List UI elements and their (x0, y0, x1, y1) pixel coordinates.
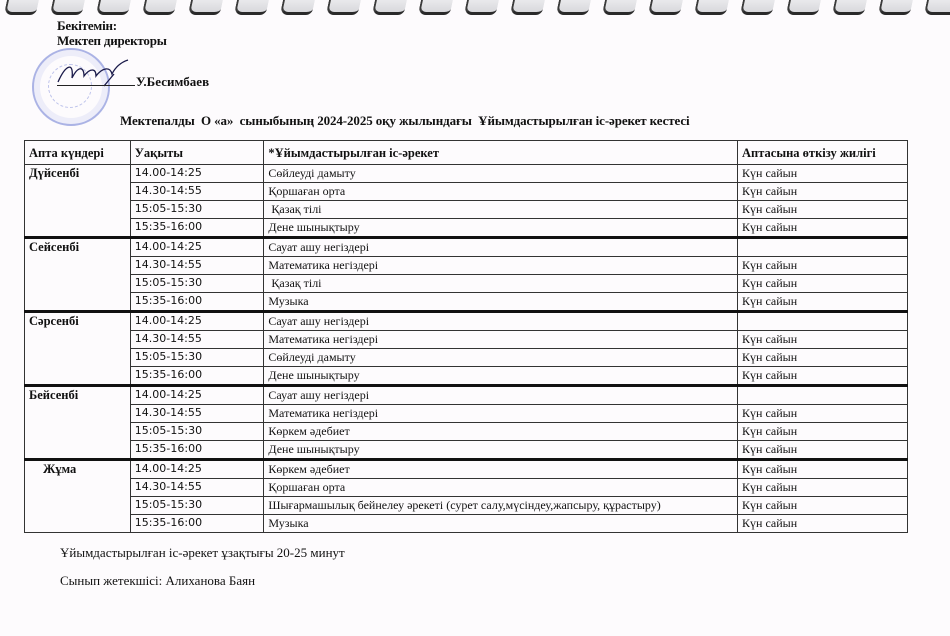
activity-cell: Қоршаған орта (264, 183, 738, 201)
binding-ring (740, 0, 776, 15)
frequency-cell: Күн сайын (738, 441, 908, 460)
table-row (25, 386, 908, 405)
frequency-cell: Күн сайын (738, 479, 908, 497)
binding-ring (142, 0, 178, 15)
schedule-body (25, 165, 908, 533)
weekday-cell: Сәрсенбі (25, 312, 131, 386)
table-row (25, 275, 908, 293)
frequency-cell: Күн сайын (738, 165, 908, 183)
activity-cell: Қазақ тілі (264, 275, 738, 293)
table-row (25, 201, 908, 219)
schedule-table (24, 140, 908, 533)
binding-ring (280, 0, 316, 15)
director-name: У.Бесимбаев (136, 74, 210, 89)
activity-cell: Сауат ашу негіздері (264, 238, 738, 257)
binding-ring (464, 0, 500, 15)
activity-cell: Қоршаған орта (264, 479, 738, 497)
frequency-cell: Күн сайын (738, 275, 908, 293)
binding-ring (510, 0, 546, 15)
binding-ring (556, 0, 592, 15)
table-row (25, 349, 908, 367)
table-header-row (25, 141, 908, 165)
time-cell: 15:35-16:00 (130, 367, 264, 386)
frequency-cell: Күн сайын (738, 257, 908, 275)
table-row (25, 257, 908, 275)
weekday-cell: Сейсенбі (25, 238, 131, 312)
table-row (25, 515, 908, 533)
activity-cell: Дене шынықтыру (264, 441, 738, 460)
director-label: Мектеп директоры (57, 33, 167, 48)
duration-note: Ұйымдастырылған іс-әрекет ұзақтығы 20-25 минут (60, 545, 345, 560)
binding-ring (326, 0, 362, 15)
column-header-activity: *Ұйымдастырылған іс-әрекет (264, 141, 738, 165)
activity-cell: Шығармашылық бейнелеу әрекеті (сурет салу,мүсіндеу,жапсыру, құрастыру) (264, 497, 738, 515)
table-row (25, 460, 908, 479)
frequency-cell: Күн сайын (738, 331, 908, 349)
activity-cell: Музыка (264, 293, 738, 312)
activity-cell: Музыка (264, 515, 738, 533)
activity-cell: Математика негіздері (264, 405, 738, 423)
time-cell: 15:05-15:30 (130, 201, 264, 219)
binding-ring (878, 0, 914, 15)
time-cell: 14.30-14:55 (130, 405, 264, 423)
activity-cell: Математика негіздері (264, 257, 738, 275)
time-cell: 14.30-14:55 (130, 331, 264, 349)
binding-ring (4, 0, 40, 15)
column-header-day: Апта күндері (25, 141, 131, 165)
table-row (25, 367, 908, 386)
class-teacher: Сынып жетекшісі: Алиханова Баян (60, 573, 256, 588)
table-row (25, 423, 908, 441)
time-cell: 15:05-15:30 (130, 497, 264, 515)
frequency-cell: Күн сайын (738, 405, 908, 423)
activity-cell: Қазақ тілі (264, 201, 738, 219)
binding-ring (418, 0, 454, 15)
frequency-cell (738, 386, 908, 405)
table-row (25, 497, 908, 515)
activity-cell: Дене шынықтыру (264, 367, 738, 386)
binding-ring (832, 0, 868, 15)
table-row (25, 479, 908, 497)
time-cell: 15:35-16:00 (130, 441, 264, 460)
activity-cell: Сөйлеуді дамыту (264, 165, 738, 183)
column-header-frequency: Аптасына өткізу жилігі (738, 141, 908, 165)
table-row (25, 238, 908, 257)
table-row (25, 312, 908, 331)
binding-ring (50, 0, 86, 15)
frequency-cell: Күн сайын (738, 460, 908, 479)
frequency-cell: Күн сайын (738, 349, 908, 367)
activity-cell: Сауат ашу негіздері (264, 312, 738, 331)
time-cell: 15:05-15:30 (130, 349, 264, 367)
spiral-binding (0, 0, 950, 14)
binding-ring (786, 0, 822, 15)
binding-ring (694, 0, 730, 15)
time-cell: 15:35-16:00 (130, 293, 264, 312)
time-cell: 14.00-14:25 (130, 238, 264, 257)
frequency-cell (738, 312, 908, 331)
signature-line (57, 85, 135, 86)
time-cell: 14.30-14:55 (130, 257, 264, 275)
activity-cell: Сөйлеуді дамыту (264, 349, 738, 367)
activity-cell: Сауат ашу негіздері (264, 386, 738, 405)
frequency-cell: Күн сайын (738, 219, 908, 238)
table-row (25, 293, 908, 312)
frequency-cell: Күн сайын (738, 515, 908, 533)
frequency-cell: Күн сайын (738, 367, 908, 386)
binding-ring (924, 0, 950, 15)
binding-ring (648, 0, 684, 15)
binding-ring (372, 0, 408, 15)
time-cell: 14.00-14:25 (130, 386, 264, 405)
frequency-cell: Күн сайын (738, 183, 908, 201)
table-row (25, 441, 908, 460)
activity-cell: Математика негіздері (264, 331, 738, 349)
binding-ring (234, 0, 270, 15)
weekday-cell: Бейсенбі (25, 386, 131, 460)
time-cell: 14.30-14:55 (130, 183, 264, 201)
frequency-cell: Күн сайын (738, 423, 908, 441)
frequency-cell: Күн сайын (738, 497, 908, 515)
table-row (25, 183, 908, 201)
approve-label: Бекітемін: (57, 18, 117, 33)
time-cell: 15:05-15:30 (130, 275, 264, 293)
activity-cell: Дене шынықтыру (264, 219, 738, 238)
time-cell: 14.30-14:55 (130, 479, 264, 497)
binding-ring (96, 0, 132, 15)
weekday-cell: Дүйсенбі (25, 165, 131, 238)
document-title: Мектепалды О «а» сыныбының 2024-2025 оқу жылындағы Ұйымдастырылған іс-әрекет кестесі (120, 113, 690, 128)
time-cell: 15:35-16:00 (130, 219, 264, 238)
signature-icon (54, 58, 134, 88)
weekday-cell: Жұма (25, 460, 131, 533)
binding-ring (188, 0, 224, 15)
table-row (25, 219, 908, 238)
table-row (25, 331, 908, 349)
time-cell: 14.00-14:25 (130, 312, 264, 331)
frequency-cell: Күн сайын (738, 293, 908, 312)
table-row (25, 405, 908, 423)
time-cell: 14.00-14:25 (130, 460, 264, 479)
table-row (25, 165, 908, 183)
activity-cell: Көркем әдебиет (264, 460, 738, 479)
time-cell: 15:05-15:30 (130, 423, 264, 441)
time-cell: 15:35-16:00 (130, 515, 264, 533)
frequency-cell: Күн сайын (738, 201, 908, 219)
column-header-time: Уақыты (130, 141, 264, 165)
binding-ring (602, 0, 638, 15)
approval-block (57, 18, 167, 48)
frequency-cell (738, 238, 908, 257)
time-cell: 14.00-14:25 (130, 165, 264, 183)
activity-cell: Көркем әдебиет (264, 423, 738, 441)
